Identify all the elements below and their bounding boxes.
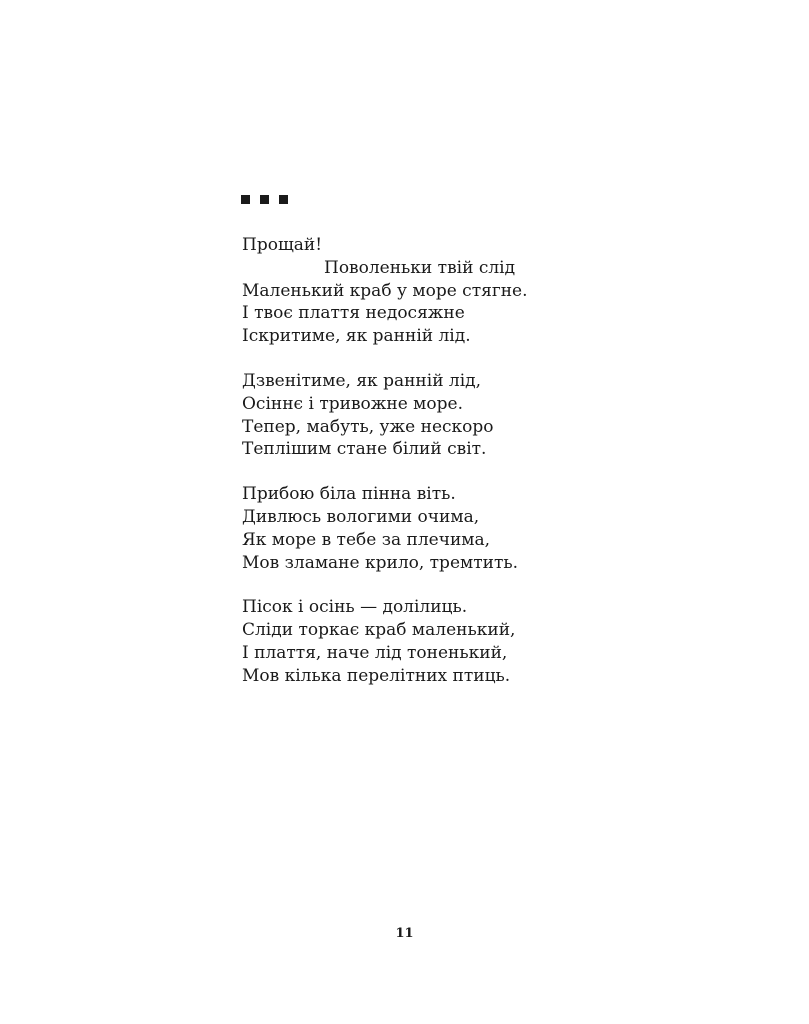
section-ornament bbox=[241, 195, 288, 205]
poem-line: Маленький краб у море стягне. bbox=[242, 280, 528, 301]
stanza-2 bbox=[242, 370, 662, 461]
poem-line: Дзвенітиме, як ранній лід, bbox=[242, 370, 482, 391]
poem-line: Тепер, мабуть, уже нескоро bbox=[242, 416, 494, 437]
poem-line: Мов кілька перелітних птиць. bbox=[242, 665, 511, 686]
poem-line: Поволеньки твій слід bbox=[324, 257, 516, 278]
stanza-3 bbox=[242, 483, 662, 574]
poem-line: І твоє плаття недосяжне bbox=[242, 303, 465, 324]
poem-line: Пісок і осінь — долілиць. bbox=[242, 597, 468, 618]
poem-line: Мов зламане крило, тремтить. bbox=[242, 552, 519, 573]
poem-line: Дивлюсь вологими очима, bbox=[242, 506, 480, 527]
poem-line: Іскритиме, як ранній лід. bbox=[242, 326, 471, 347]
ornament-square-icon bbox=[241, 195, 250, 204]
poem-line: Прощай! bbox=[242, 235, 323, 255]
stanza-4 bbox=[242, 596, 662, 687]
ornament-square-icon bbox=[260, 195, 269, 204]
poem-line: Теплішим стане білий світ. bbox=[242, 439, 487, 460]
poem-line: Осіннє і тривожне море. bbox=[242, 393, 463, 414]
poem-line: Прибою біла пінна віть. bbox=[242, 484, 456, 505]
ornament-square-icon bbox=[279, 195, 288, 204]
poem bbox=[242, 234, 662, 710]
stanza-1 bbox=[242, 234, 662, 348]
poem-line: І плаття, наче лід тоненький, bbox=[242, 642, 508, 663]
poem-line: Сліди торкає краб маленький, bbox=[242, 620, 516, 641]
page-number: 11 bbox=[395, 926, 414, 941]
poem-line: Як море в тебе за плечима, bbox=[242, 529, 491, 550]
